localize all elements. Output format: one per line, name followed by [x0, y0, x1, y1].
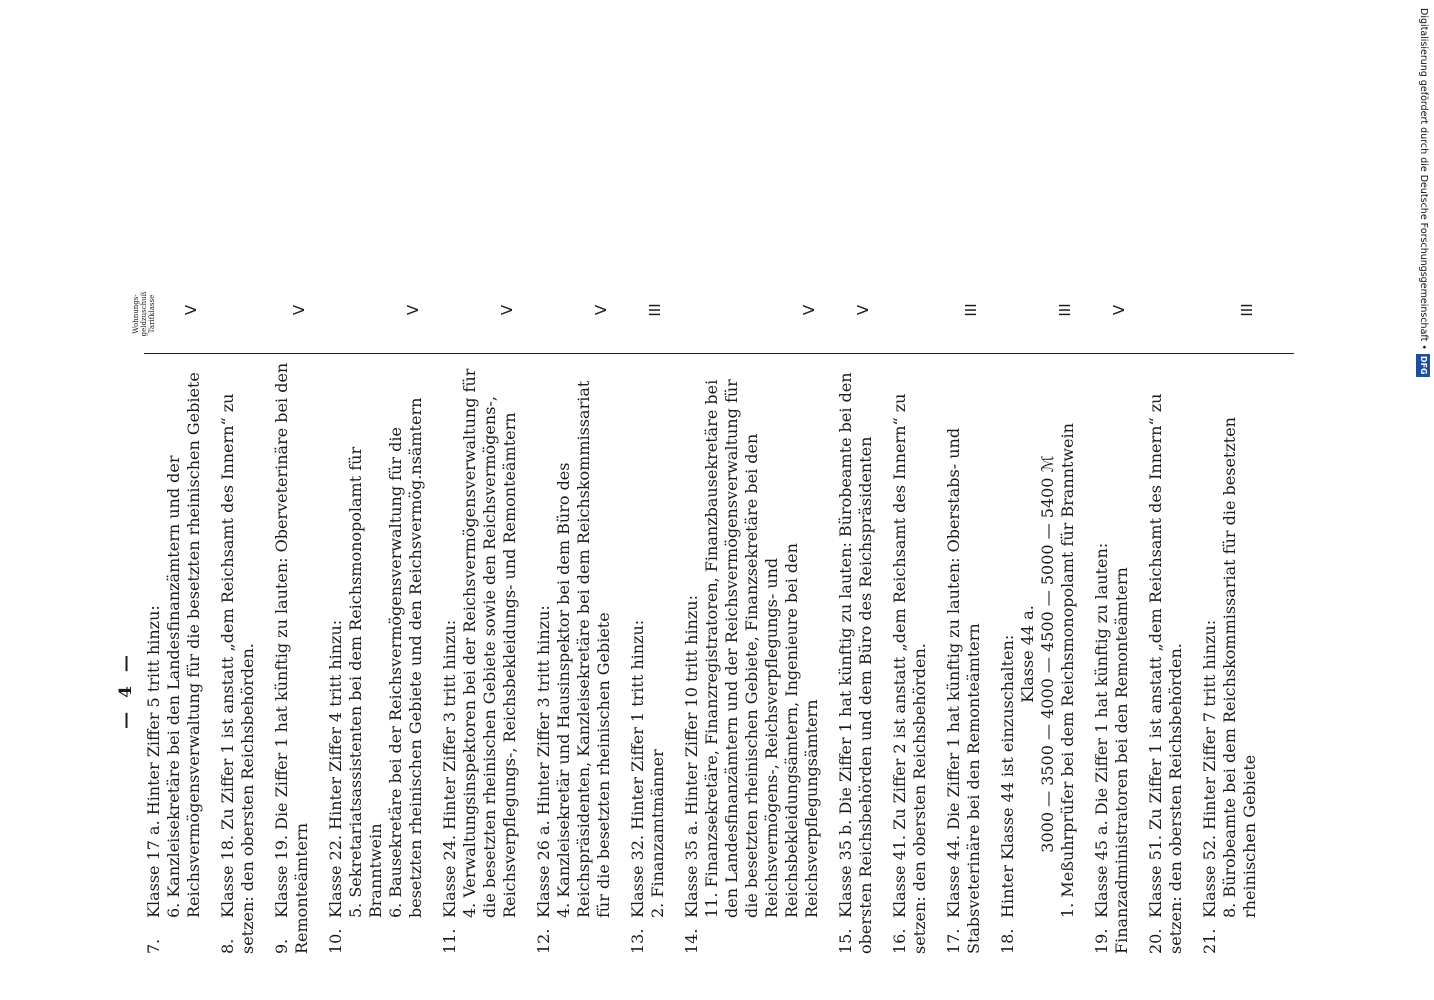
- entry-number: 19.: [1092, 928, 1111, 954]
- entry-number: 13.: [628, 928, 647, 954]
- entry-14: [1146, 354, 1186, 954]
- dfg-logo: DFG: [1416, 354, 1430, 377]
- dfg-credit: [1416, 8, 1430, 388]
- entry-4: [326, 354, 426, 954]
- entry-2: [218, 354, 258, 954]
- entry-number: 20.: [1146, 928, 1165, 954]
- entry-number: 17.: [944, 928, 963, 954]
- tarif-class-value: III: [1238, 303, 1256, 317]
- rotated-document-page: [110, 30, 1370, 990]
- entry-9: [836, 354, 876, 954]
- entry-heading: Klasse 18. Zu Ziffer 1 ist anstatt „dem Reichsamt des Innern“ zu setzen: den obersten Reichsbehörden.: [218, 393, 257, 954]
- entry-7: [628, 354, 668, 954]
- entry-heading: Klasse 51. Zu Ziffer 1 ist anstatt „dem Reichsamt des Innern“ zu setzen: den obersten Reichsbehörden.: [1146, 393, 1185, 954]
- entry-10: [890, 354, 930, 954]
- entry-line: Klasse 44 a.: [1018, 605, 1037, 703]
- entry-5: [440, 354, 520, 954]
- entry-number: 9.: [272, 938, 291, 954]
- entry-number: 10.: [326, 928, 345, 954]
- tarif-class-value: III: [1056, 303, 1074, 317]
- entry-line: 11. Finanzsekretäre, Finanzregistratoren, Finanzbausekretäre bei den Landesfinanzämtern und der Reichsvermögensverwaltung für die besetzten rheinischen Gebiete, Finanzsekretäre bei den Reichsvermögens-, Reichsverpflegungs- und Reichsbekleidungsämtern, Ingenieure bei den Reichsverpflegungsämtern: [702, 379, 821, 918]
- entry-heading: Klasse 45 a. Die Ziffer 1 hat künftig zu lauten: Finanzadministratoren bei den Remonteämtern: [1092, 542, 1131, 954]
- entry-13: [1092, 354, 1132, 954]
- entry-heading: Klasse 24. Hinter Ziffer 3 tritt hinzu:: [440, 619, 459, 918]
- entry-number: 21.: [1200, 928, 1219, 954]
- tarif-class-value: V: [498, 304, 516, 316]
- entry-heading: Hinter Klasse 44 ist einzuschalten:: [998, 634, 1017, 918]
- entry-heading: Klasse 17 a. Hinter Ziffer 5 tritt hinzu:: [144, 605, 163, 918]
- entry-6: [534, 354, 614, 954]
- entry-heading: Klasse 35 b. Die Ziffer 1 hat künftig zu lauten: Bürobeamte bei den obersten Reichsbehörden und dem Büro des Reichspräsidenten: [836, 372, 875, 954]
- entry-line: 5. Sekretariatsassistenten bei dem Reichsmonopolamt für Branntwein: [346, 446, 385, 918]
- tarif-class-value: V: [1110, 304, 1128, 316]
- entry-line: 6. Bausekretäre bei der Reichsvermögensverwaltung für die besetzten rheinischen Gebiete und den Reichsvermög.nsämtern: [386, 397, 425, 918]
- entry-heading: Klasse 32. Hinter Ziffer 1 tritt hinzu:: [628, 619, 647, 918]
- entry-number: 7.: [144, 938, 163, 954]
- credit-text: Digitalisierung gefördert durch die Deutsche Forschungsgemeinschaft •: [1418, 8, 1429, 350]
- entry-heading: Klasse 41. Zu Ziffer 2 ist anstatt „dem Reichsamt des Innern“ zu setzen: den obersten Reichsbehörden.: [890, 393, 929, 954]
- entry-number: 18.: [998, 928, 1017, 954]
- entry-heading: Klasse 26 a. Hinter Ziffer 3 tritt hinzu:: [534, 605, 553, 918]
- tarif-column-header: Wohnungs-geldzuschuß Tarifklasse: [132, 291, 156, 337]
- entry-1: [144, 354, 204, 954]
- tarif-class-value: III: [646, 303, 664, 317]
- entry-number: 14.: [682, 928, 701, 954]
- tarif-class-value: V: [404, 304, 422, 316]
- entry-line: 8. Bürobeamte bei dem Reichskommissariat für die besetzten rheinischen Gebiete: [1220, 417, 1259, 918]
- entry-3: [272, 354, 312, 954]
- entry-number: 16.: [890, 928, 909, 954]
- entry-number: 15.: [836, 928, 855, 954]
- page-number: — 4 —: [116, 651, 136, 729]
- entry-heading: Klasse 19. Die Ziffer 1 hat künftig zu lauten: Oberveterinäre bei den Remonteämtern: [272, 362, 311, 954]
- entry-15: [1200, 354, 1260, 954]
- entry-line: 3000 — 3500 — 4000 — 4500 — 5000 — 5400 ℳ: [1038, 455, 1057, 853]
- tarif-class-value: V: [182, 304, 200, 316]
- entry-line: 6. Kanzleisekretäre bei den Landesfinanzämtern und der Reichsvermögensverwaltung für die besetzten rheinischen Gebiete: [164, 372, 203, 918]
- document-body: [144, 354, 1274, 954]
- entry-heading: Klasse 22. Hinter Ziffer 4 tritt hinzu:: [326, 619, 345, 918]
- tarif-class-value: V: [800, 304, 818, 316]
- entry-8: [682, 354, 822, 954]
- entry-number: 11.: [440, 928, 459, 954]
- tarif-class-value: III: [962, 303, 980, 317]
- entry-heading: Klasse 44. Die Ziffer 1 hat künftig zu lauten: Oberstabs- und Stabsveterinäre bei den Remonteämtern: [944, 427, 983, 954]
- tarif-class-value: V: [290, 304, 308, 316]
- entry-line: 4. Kanzleisekretär und Hausinspektor bei dem Büro des Reichspräsidenten, Kanzleisekretäre bei dem Reichskommissariat für die besetzten rheinischen Gebiete: [554, 380, 613, 918]
- entry-line: 1. Meßuhrprüfer bei dem Reichsmonopolamt für Branntwein: [1058, 423, 1077, 918]
- entry-heading: Klasse 52. Hinter Ziffer 7 tritt hinzu:: [1200, 619, 1219, 918]
- entry-11: [944, 354, 984, 954]
- entry-heading: Klasse 35 a. Hinter Ziffer 10 tritt hinzu:: [682, 595, 701, 918]
- entry-number: 8.: [218, 938, 237, 954]
- entry-number: 12.: [534, 928, 553, 954]
- entry-line: 4. Verwaltungsinspektoren bei der Reichsvermögensverwaltung für die besetzten rheinischen Gebiete sowie den Reichsvermögens-, Reichsverpflegungs-, Reichsbekleidungs- und Remonteämtern: [460, 368, 519, 918]
- tarif-class-value: V: [854, 304, 872, 316]
- entry-12: [998, 354, 1078, 954]
- entry-line: 2. Finanzamtmänner: [648, 749, 667, 918]
- tarif-class-value: V: [592, 304, 610, 316]
